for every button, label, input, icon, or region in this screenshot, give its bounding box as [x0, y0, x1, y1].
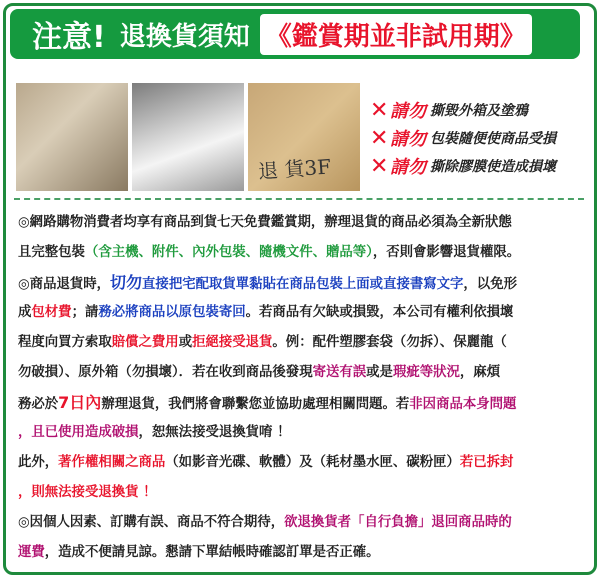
damaged-box-photo — [16, 83, 128, 191]
box-handwriting: 退 貨3F — [257, 154, 332, 184]
dashed-divider — [14, 198, 584, 200]
policy-line: ，則無法接受退換貨 ！ — [18, 485, 157, 500]
policy-line: ◎商品退貨時，切勿直接把宅配取貨單黏貼在商品包裝上面或直接書寫文字，以免形 — [18, 273, 517, 292]
written-box-photo — [248, 83, 360, 191]
warning-item: ✕ 請勿 撕除膠膜使造成損壞 — [370, 153, 556, 179]
cross-icon: ✕ — [370, 153, 389, 179]
cross-icon: ✕ — [370, 125, 389, 151]
policy-line: 運費，造成不便請見諒。懇請下單結帳時確認訂單是否正確。 — [18, 545, 380, 560]
policy-line: ，且已使用造成破損，恕無法接受退換貨唷 ！ — [18, 425, 291, 440]
warning-list — [370, 96, 556, 180]
policy-line: 此外，著作權相關之商品（如影音光碟、軟體）及（耗材墨水匣、碳粉匣）若已拆封 — [18, 455, 514, 470]
policy-line: 務必於7日內辦理退貨，我們將會聯繫您並協助處理相關問題。若非因商品本身問題 — [18, 393, 517, 412]
notice-header — [10, 9, 580, 59]
notice-label: 注意! — [32, 20, 106, 55]
policy-line: 成包材費；請務必將商品以原包裝寄回。若商品有欠缺或損毀，本公司有權利依損壞 — [18, 305, 514, 320]
title-highlight: 《鑑賞期並非試用期》 — [260, 14, 532, 55]
page-title: 退換貨須知 — [119, 21, 250, 52]
policy-line: 且完整包裝（含主機、附件、內外包裝、隨機文件、贈品等），否則會影響退貨權限。 — [18, 245, 521, 260]
policy-line: ◎因個人因素、訂購有誤、商品不符合期待，欲退換貨者「自行負擔」退回商品時的 — [18, 515, 512, 530]
policy-text — [18, 208, 584, 568]
torn-film-photo — [132, 83, 244, 191]
warning-item: ✕ 請勿 撕毀外箱及塗鴉 — [370, 97, 528, 123]
cross-icon: ✕ — [370, 97, 389, 123]
policy-line: 程度向買方索取賠償之費用或拒絕接受退貨。例：配件塑膠套袋（勿拆）、保麗龍（ — [18, 335, 507, 350]
policy-line: 勿破損）、原外箱（勿損壞）．若在收到商品後發現寄送有誤或是瑕疵等狀況，麻煩 — [18, 365, 501, 380]
warning-item: ✕ 請勿 包裝隨便使商品受損 — [370, 125, 556, 151]
policy-line: ◎網路購物消費者均享有商品到貨七天免費鑑賞期，辦理退貨的商品必須為全新狀態 — [18, 215, 512, 230]
